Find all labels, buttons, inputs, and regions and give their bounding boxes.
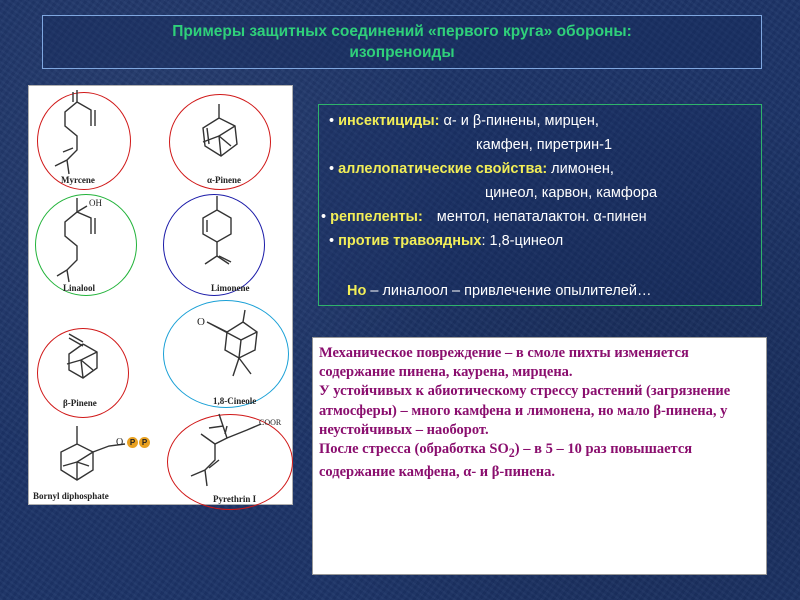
- label-beta-pinene: β-Pinene: [63, 398, 97, 408]
- coor-group-pyrethrin: COOR: [259, 418, 282, 427]
- info-line-herbivores: [329, 233, 563, 249]
- beta-pinene-molecule-icon: [29, 298, 159, 402]
- title-line-2: изопреноиды: [349, 44, 455, 61]
- bullet-icon: •: [321, 209, 331, 225]
- bullet-icon: •: [329, 233, 339, 249]
- keyword-but: Но: [347, 283, 367, 299]
- structure-myrcene: [29, 86, 159, 190]
- structure-limonene: [161, 192, 291, 296]
- label-bornyl-diphosphate: Bornyl diphosphate: [33, 491, 109, 501]
- cineole-molecule-icon: [161, 298, 291, 402]
- structure-linalool: [29, 192, 159, 296]
- text-allelopathic: лимонен,: [547, 161, 614, 177]
- label-myrcene: Myrcene: [61, 175, 95, 185]
- info-line-insecticides-cont: камфен, пиретрин-1: [476, 137, 613, 153]
- structures-panel: [28, 85, 293, 505]
- info-line-allelopathic-cont: цинеол, карвон, камфора: [485, 185, 658, 201]
- text-herbivores: : 1,8-цинеол: [481, 233, 564, 249]
- limonene-molecule-icon: [161, 192, 291, 296]
- bullet-icon: •: [329, 161, 339, 177]
- info-line-repellents: [321, 209, 647, 225]
- text-pollinators: – линалоол – привлечение опылителей…: [366, 283, 652, 299]
- label-limonene: Limonene: [211, 283, 250, 293]
- label-alpha-pinene: α-Pinene: [207, 175, 242, 185]
- keyword-allelopathic: аллелопатические свойства:: [338, 161, 548, 177]
- keyword-herbivores: против травоядных: [338, 233, 482, 249]
- o-atom-cineole: O: [197, 316, 205, 328]
- note-paragraph-3: [319, 440, 758, 482]
- label-linalool: Linalool: [63, 283, 96, 293]
- note-p3-start: После стресса (обработка SO: [319, 441, 509, 458]
- text-insecticides: α- и β-пинены, мирцен,: [439, 113, 599, 129]
- note-p3-end: ) – в 5 – 10 раз повышается содержание камфена, α- и β-пинена.: [319, 441, 693, 481]
- oh-group-linalool: OH: [89, 198, 102, 208]
- text-repellents: ментол, непаталактон. α-пинен: [436, 209, 647, 225]
- title-line-1: Примеры защитных соединений «первого круга» обороны:: [172, 23, 632, 40]
- label-pyrethrin: Pyrethrin I: [213, 494, 257, 504]
- bullet-icon: •: [329, 113, 339, 129]
- info-line-allelopathic: [329, 161, 614, 177]
- structure-bornyl-diphosphate: [29, 404, 159, 508]
- structure-pyrethrin: [161, 404, 291, 508]
- info-box: [318, 104, 762, 306]
- label-cineole: 1,8-Cineole: [213, 396, 257, 406]
- note-box: [312, 337, 767, 575]
- note-paragraph-2: У устойчивых к абиотическому стрессу растений (загрязнение атмосферы) – много камфена и лимонена, но мало β-пинена, у неустойчивых – наоборот.: [319, 383, 731, 438]
- note-paragraph-1: Механическое повреждение – в смоле пихты изменяется содержание пинена, каурена, мирцена.: [319, 345, 689, 381]
- structure-alpha-pinene: [161, 86, 291, 190]
- note-p3-subscript: 2: [508, 445, 515, 460]
- o-atom-bornyl: O: [116, 437, 124, 448]
- keyword-insecticides: инсектициды:: [338, 113, 440, 129]
- structure-cineole: [161, 298, 291, 406]
- info-line-but: [347, 283, 651, 299]
- phosphate-badge-2: P: [139, 437, 150, 448]
- info-line-insecticides: [329, 113, 599, 129]
- keyword-repellents: реппеленты:: [330, 209, 423, 225]
- structure-beta-pinene: [29, 298, 159, 408]
- title-box: [42, 15, 762, 69]
- phosphate-badge-1: P: [127, 437, 138, 448]
